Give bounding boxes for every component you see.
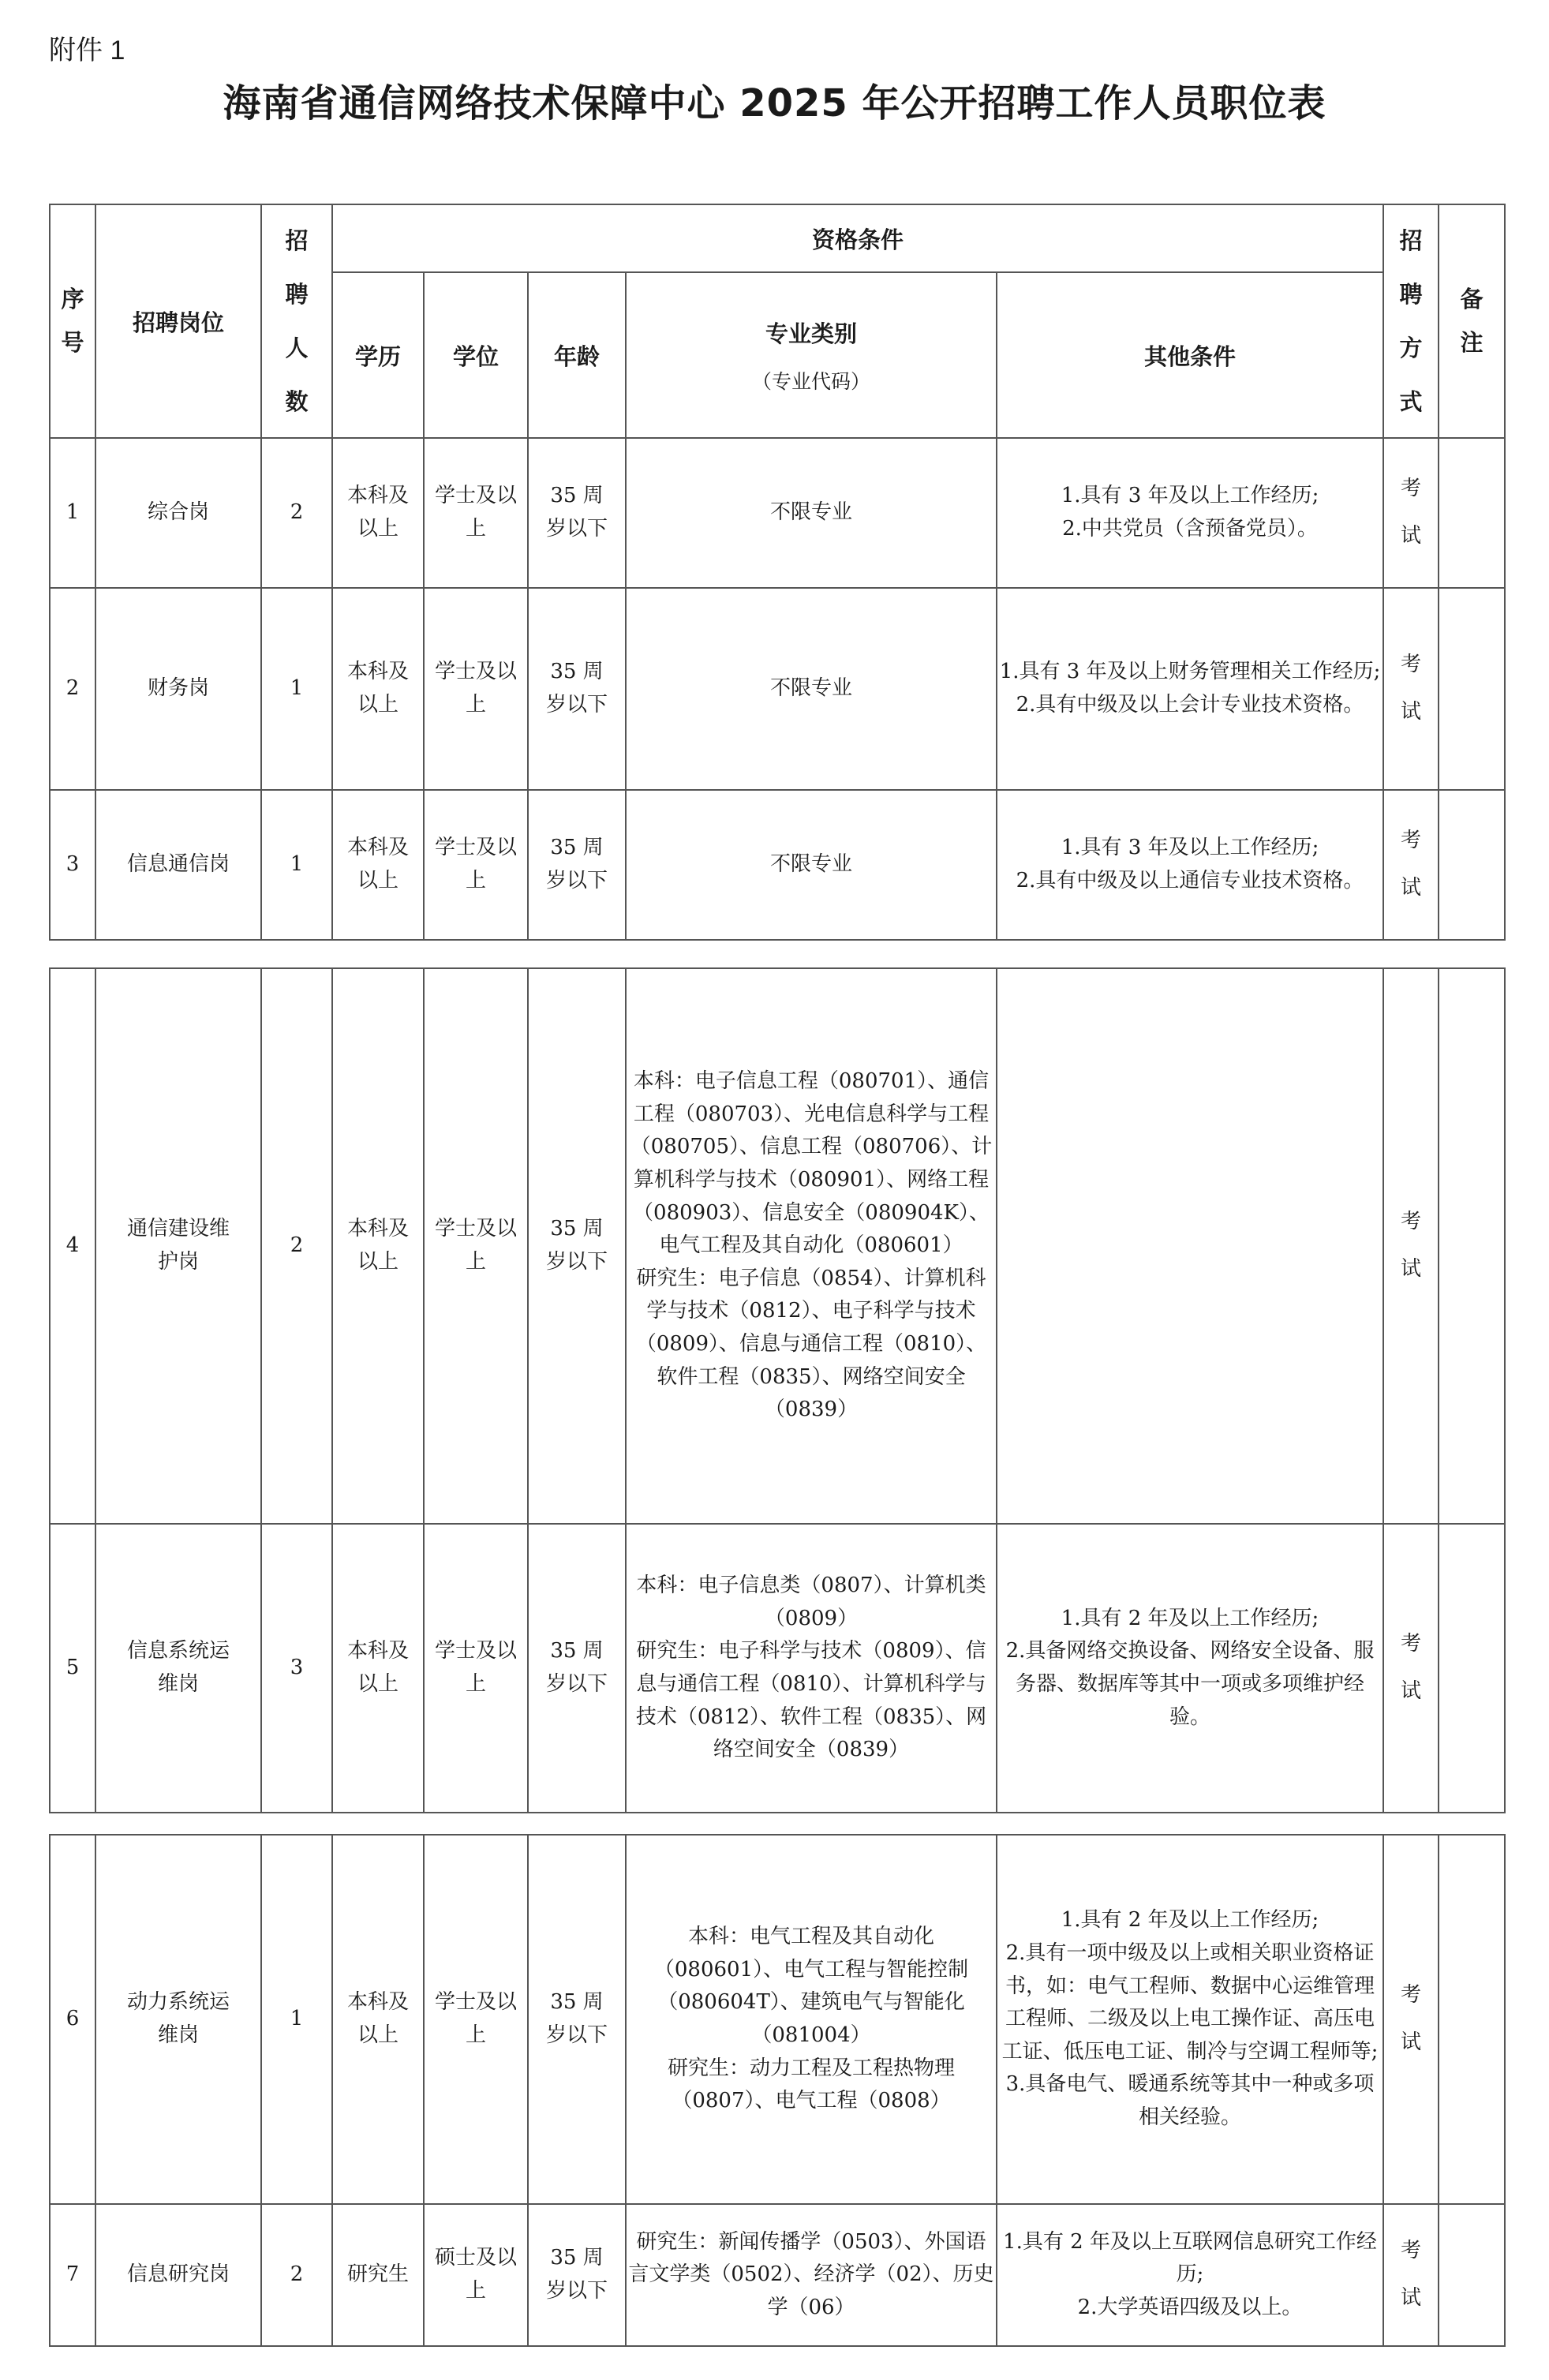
major-line: 本科：电子信息类（0807）、计算机类（0809）	[636, 1574, 986, 1630]
cell-count: 2	[261, 968, 332, 1524]
header-qualifications: 资格条件	[332, 204, 1383, 272]
cell-major	[626, 588, 997, 790]
cell-seq: 7	[50, 2204, 95, 2346]
table-body-3	[50, 1835, 1505, 2346]
cell-position	[95, 790, 261, 940]
table-row	[50, 968, 1505, 1524]
cell-age	[528, 1835, 626, 2204]
cell-remarks	[1439, 438, 1505, 588]
major-line: 不限专业	[769, 852, 852, 877]
header-major-label: 专业类别	[765, 320, 857, 347]
cell-position-text: 信息系统运维岗	[126, 1639, 230, 1696]
cell-age	[528, 438, 626, 588]
cell-major	[626, 790, 997, 940]
header-seq: 序号	[50, 204, 95, 438]
table-row	[50, 438, 1505, 588]
job-table-part-3	[49, 1834, 1506, 2347]
cell-position-text: 财务岗	[147, 676, 209, 701]
table-row	[50, 1835, 1505, 2204]
cell-major	[626, 2204, 997, 2346]
cell-degree	[424, 790, 528, 940]
cell-method-text: 考试	[1400, 2239, 1421, 2310]
cell-education-text: 本科及以上	[346, 836, 409, 892]
cell-method-text: 考试	[1401, 477, 1422, 548]
cell-method-text: 考试	[1400, 1632, 1421, 1703]
major-line: 研究生：新闻传播学（0503）、外国语言文学类（0502）、经济学（02）、历史学（06）	[628, 2229, 994, 2319]
header-age: 年龄	[528, 272, 626, 438]
cell-method-text: 考试	[1401, 653, 1422, 724]
table-row	[50, 588, 1505, 790]
cell-major	[626, 438, 997, 588]
cell-position-text: 动力系统运维岗	[126, 1990, 230, 2047]
cell-other	[997, 968, 1383, 1524]
header-degree: 学位	[424, 272, 528, 438]
cell-education	[332, 1835, 424, 2204]
cell-education-text: 本科及以上	[346, 1639, 409, 1696]
other-condition-line: 1.具有 2 年及以上互联网信息研究工作经历;	[1003, 2229, 1377, 2287]
cell-age	[528, 1524, 626, 1813]
table-body-2	[50, 968, 1505, 1813]
header-major-code: （专业代码）	[751, 369, 870, 393]
cell-method	[1383, 790, 1439, 940]
major-line: 研究生：电子科学与技术（0809）、信息与通信工程（0810）、计算机科学与技术（0812）、软件工程（0835）、网络空间安全（0839）	[635, 1639, 987, 1762]
header-row-1	[50, 204, 1505, 272]
cell-major	[626, 1524, 997, 1813]
cell-other	[997, 588, 1383, 790]
cell-method	[1383, 588, 1439, 790]
cell-degree	[424, 1524, 528, 1813]
cell-position	[95, 968, 261, 1524]
major-line: 本科：电子信息工程（080701）、通信工程（080703）、光电信息科学与工程（080705）、信息工程（080706）、计算机科学与技术（080901）、网络工程（080903）、信息安全（080904K）、电气工程及其自动化（080601）	[630, 1069, 993, 1258]
cell-age-text: 35 周岁以下	[545, 2246, 608, 2303]
cell-education	[332, 1524, 424, 1813]
cell-remarks	[1439, 1524, 1505, 1813]
cell-method	[1383, 968, 1439, 1524]
cell-position	[95, 1835, 261, 2204]
cell-remarks	[1439, 968, 1505, 1524]
cell-count: 1	[261, 588, 332, 790]
cell-method	[1383, 438, 1439, 588]
cell-age-text: 35 周岁以下	[545, 1217, 608, 1274]
cell-education-text: 本科及以上	[346, 1990, 409, 2047]
major-line: 研究生：电子信息（0854）、计算机科学与技术（0812）、电子科学与技术（0809）、信息与通信工程（0810）、软件工程（0835）、网络空间安全（0839）	[635, 1266, 987, 1422]
other-condition-line: 1.具有 3 年及以上工作经历;	[1061, 836, 1319, 860]
cell-seq: 4	[50, 968, 95, 1524]
cell-age	[528, 790, 626, 940]
other-condition-line: 1.具有 2 年及以上工作经历;	[1061, 1908, 1319, 1933]
header-count: 招聘人数	[261, 204, 332, 438]
cell-seq: 6	[50, 1835, 95, 2204]
cell-other	[997, 1835, 1383, 2204]
cell-other	[997, 2204, 1383, 2346]
cell-major	[626, 968, 997, 1524]
cell-education	[332, 968, 424, 1524]
cell-method-text: 考试	[1400, 1210, 1421, 1281]
cell-other	[997, 438, 1383, 588]
cell-seq: 1	[50, 438, 95, 588]
cell-degree-text: 学士及以上	[434, 1217, 517, 1274]
other-condition-line: 1.具有 2 年及以上工作经历;	[1061, 1606, 1319, 1630]
cell-major	[626, 1835, 997, 2204]
major-line: 不限专业	[769, 500, 852, 525]
cell-age-text: 35 周岁以下	[545, 660, 608, 717]
cell-degree-text: 硕士及以上	[434, 2246, 517, 2303]
other-condition-line: 2.具有中级及以上通信专业技术资格。	[1016, 869, 1364, 892]
job-table-part-1	[49, 204, 1506, 941]
cell-degree	[424, 2204, 528, 2346]
cell-method	[1383, 1524, 1439, 1813]
cell-degree	[424, 968, 528, 1524]
other-condition-line: 1.具有 3 年及以上财务管理相关工作经历;	[999, 660, 1381, 684]
cell-remarks	[1439, 1835, 1505, 2204]
major-line: 不限专业	[769, 676, 852, 701]
cell-education	[332, 790, 424, 940]
cell-remarks	[1439, 588, 1505, 790]
cell-education	[332, 588, 424, 790]
cell-other	[997, 790, 1383, 940]
cell-remarks	[1439, 790, 1505, 940]
cell-degree-text: 学士及以上	[434, 836, 517, 892]
other-condition-line: 2.具有一项中级及以上或相关职业资格证书，如：电气工程师、数据中心运维管理工程师、二级及以上电工操作证、高压电工证、低压电工证、制冷与空调工程师等;	[1001, 1941, 1379, 2064]
cell-position	[95, 2204, 261, 2346]
cell-position-text: 信息通信岗	[126, 852, 230, 877]
job-table-part-2	[49, 967, 1506, 1813]
header-education: 学历	[332, 272, 424, 438]
cell-education-text: 本科及以上	[346, 484, 409, 541]
cell-education-text: 本科及以上	[346, 1217, 409, 1274]
cell-education	[332, 2204, 424, 2346]
cell-position-text: 通信建设维护岗	[126, 1217, 230, 1274]
cell-degree-text: 学士及以上	[434, 484, 517, 541]
cell-other	[997, 1524, 1383, 1813]
header-position: 招聘岗位	[95, 204, 261, 438]
other-condition-line: 1.具有 3 年及以上工作经历;	[1061, 484, 1319, 508]
cell-degree-text: 学士及以上	[434, 660, 517, 717]
cell-position-text: 信息研究岗	[126, 2262, 230, 2287]
table-body-1	[50, 438, 1505, 940]
cell-position-text: 综合岗	[147, 500, 209, 525]
cell-method-text: 考试	[1401, 829, 1422, 900]
cell-count: 2	[261, 438, 332, 588]
cell-method-text: 考试	[1400, 1983, 1421, 2054]
cell-education-text: 本科及以上	[346, 660, 409, 717]
cell-education-text: 研究生	[346, 2262, 409, 2287]
attachment-label: 附件 1	[49, 36, 125, 65]
header-remarks: 备注	[1439, 204, 1505, 438]
table-row	[50, 790, 1505, 940]
cell-method	[1383, 1835, 1439, 2204]
cell-degree	[424, 1835, 528, 2204]
cell-position	[95, 1524, 261, 1813]
page-title: 海南省通信网络技术保障中心 2025 年公开招聘工作人员职位表	[223, 81, 1326, 125]
cell-age	[528, 2204, 626, 2346]
cell-count: 1	[261, 1835, 332, 2204]
cell-age-text: 35 周岁以下	[545, 1639, 608, 1696]
cell-degree-text: 学士及以上	[434, 1990, 517, 2047]
cell-position	[95, 438, 261, 588]
cell-position	[95, 588, 261, 790]
other-condition-line: 2.中共党员（含预备党员）。	[1062, 517, 1318, 541]
major-line: 研究生：动力工程及工程热物理（0807）、电气工程（0808）	[667, 2056, 955, 2113]
cell-age-text: 35 周岁以下	[545, 1990, 608, 2047]
cell-degree	[424, 438, 528, 588]
table-row	[50, 2204, 1505, 2346]
cell-remarks	[1439, 2204, 1505, 2346]
header-major	[626, 272, 997, 438]
cell-age-text: 35 周岁以下	[545, 484, 608, 541]
cell-seq: 2	[50, 588, 95, 790]
cell-count: 2	[261, 2204, 332, 2346]
cell-degree-text: 学士及以上	[434, 1639, 517, 1696]
cell-education	[332, 438, 424, 588]
cell-degree	[424, 588, 528, 790]
cell-count: 1	[261, 790, 332, 940]
header-other: 其他条件	[997, 272, 1383, 438]
cell-method	[1383, 2204, 1439, 2346]
cell-count: 3	[261, 1524, 332, 1813]
other-condition-line: 2.具备网络交换设备、网络安全设备、服务器、数据库等其中一项或多项维护经验。	[1005, 1639, 1375, 1729]
cell-age-text: 35 周岁以下	[545, 836, 608, 892]
other-condition-line: 2.具有中级及以上会计专业技术资格。	[1016, 693, 1364, 717]
cell-seq: 3	[50, 790, 95, 940]
table-row	[50, 1524, 1505, 1813]
cell-age	[528, 588, 626, 790]
header-method: 招聘方式	[1383, 204, 1439, 438]
other-condition-line: 3.具备电气、暖通系统等其中一种或多项相关经验。	[1005, 2072, 1375, 2129]
cell-seq: 5	[50, 1524, 95, 1813]
other-condition-line: 2.大学英语四级及以上。	[1077, 2295, 1303, 2319]
cell-age	[528, 968, 626, 1524]
major-line: 本科：电气工程及其自动化（080601）、电气工程与智能控制（080604T）、建筑电气与智能化（081004）	[653, 1925, 969, 2047]
